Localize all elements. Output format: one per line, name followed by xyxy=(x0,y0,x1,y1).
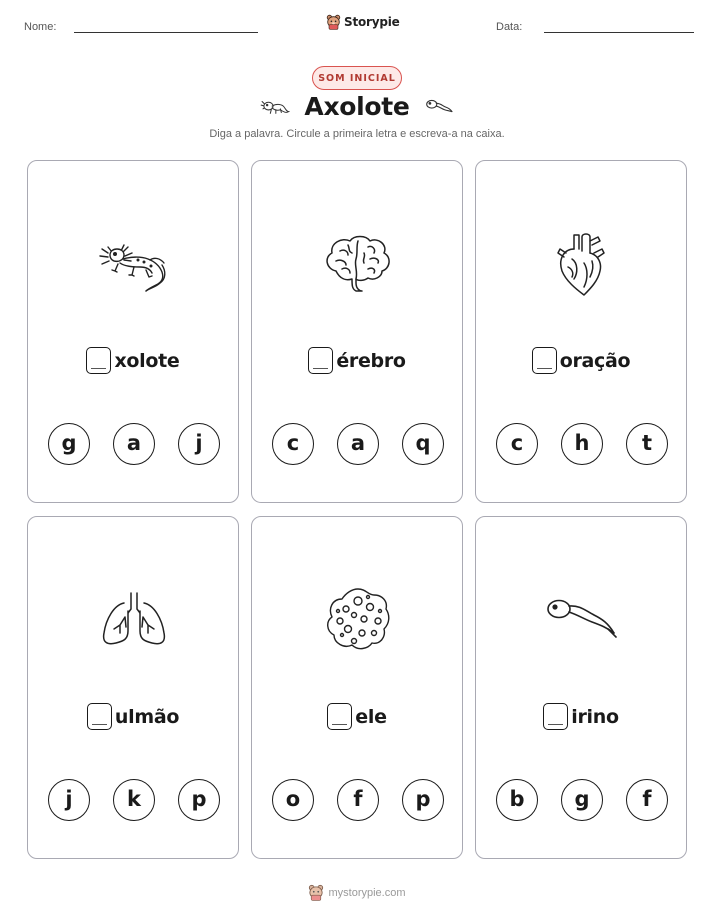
letter-options xyxy=(48,423,220,465)
footer-url[interactable]: mystorypie.com xyxy=(328,886,406,899)
answer-box[interactable] xyxy=(543,703,568,730)
letter-option[interactable]: g xyxy=(561,779,603,821)
letter-options xyxy=(272,779,444,821)
category-badge: SOM INICIAL xyxy=(312,66,402,90)
letter-option[interactable]: h xyxy=(561,423,603,465)
name-label: Nome: xyxy=(24,21,57,33)
word-rest: xolote xyxy=(114,349,180,372)
date-field xyxy=(496,20,694,33)
letter-option[interactable]: f xyxy=(626,779,668,821)
name-line[interactable] xyxy=(74,20,258,33)
card-lungs xyxy=(27,516,239,859)
letter-option[interactable]: j xyxy=(48,779,90,821)
letter-option[interactable]: a xyxy=(113,423,155,465)
word-rest: irino xyxy=(571,705,619,728)
letter-option[interactable]: p xyxy=(178,779,220,821)
card-tadpole xyxy=(475,516,687,859)
word-rest: oração xyxy=(559,349,631,372)
answer-box[interactable] xyxy=(327,703,352,730)
tadpole-icon xyxy=(542,579,622,659)
answer-box[interactable] xyxy=(532,347,557,374)
lungs-icon xyxy=(94,579,174,659)
letter-option[interactable]: j xyxy=(178,423,220,465)
axolotl-icon xyxy=(94,223,174,303)
title-row xyxy=(0,92,714,121)
word-row xyxy=(28,347,238,374)
card-axolotl xyxy=(27,160,239,503)
letter-option[interactable]: a xyxy=(337,423,379,465)
letter-options xyxy=(496,423,668,465)
date-label: Data: xyxy=(496,21,523,33)
tadpole-icon xyxy=(424,96,456,118)
letter-options xyxy=(496,779,668,821)
word-row xyxy=(476,347,686,374)
card-cell xyxy=(251,516,463,859)
footer xyxy=(0,884,714,901)
word-rest: érebro xyxy=(336,349,406,372)
answer-box[interactable] xyxy=(308,347,333,374)
letter-option[interactable]: c xyxy=(272,423,314,465)
word-rest: ulmão xyxy=(114,705,180,728)
page-title: Axolote xyxy=(304,92,410,121)
letter-option[interactable]: f xyxy=(337,779,379,821)
word-row xyxy=(252,703,462,730)
name-field xyxy=(24,20,258,33)
letter-options xyxy=(272,423,444,465)
heart-icon xyxy=(542,223,622,303)
letter-options xyxy=(48,779,220,821)
letter-option[interactable]: g xyxy=(48,423,90,465)
bear-mascot-icon xyxy=(326,14,341,30)
card-heart xyxy=(475,160,687,503)
instructions: Diga a palavra. Circule a primeira letra e escreva-a na caixa. xyxy=(209,128,505,140)
answer-box[interactable] xyxy=(86,347,111,374)
date-line[interactable] xyxy=(544,20,694,33)
letter-option[interactable]: q xyxy=(402,423,444,465)
brand-logo xyxy=(326,14,400,30)
word-row xyxy=(476,703,686,730)
letter-option[interactable]: k xyxy=(113,779,155,821)
word-row xyxy=(28,703,238,730)
letter-option[interactable]: p xyxy=(402,779,444,821)
word-row xyxy=(252,347,462,374)
brain-icon xyxy=(318,223,398,303)
word-rest: ele xyxy=(355,705,387,728)
brand-name: Storypie xyxy=(344,15,400,29)
letter-option[interactable]: b xyxy=(496,779,538,821)
letter-option[interactable]: o xyxy=(272,779,314,821)
letter-option[interactable]: t xyxy=(626,423,668,465)
card-brain xyxy=(251,160,463,503)
answer-box[interactable] xyxy=(87,703,112,730)
bear-mascot-icon xyxy=(308,884,324,901)
letter-option[interactable]: c xyxy=(496,423,538,465)
axolotl-icon xyxy=(258,96,290,118)
cell-icon xyxy=(318,579,398,659)
